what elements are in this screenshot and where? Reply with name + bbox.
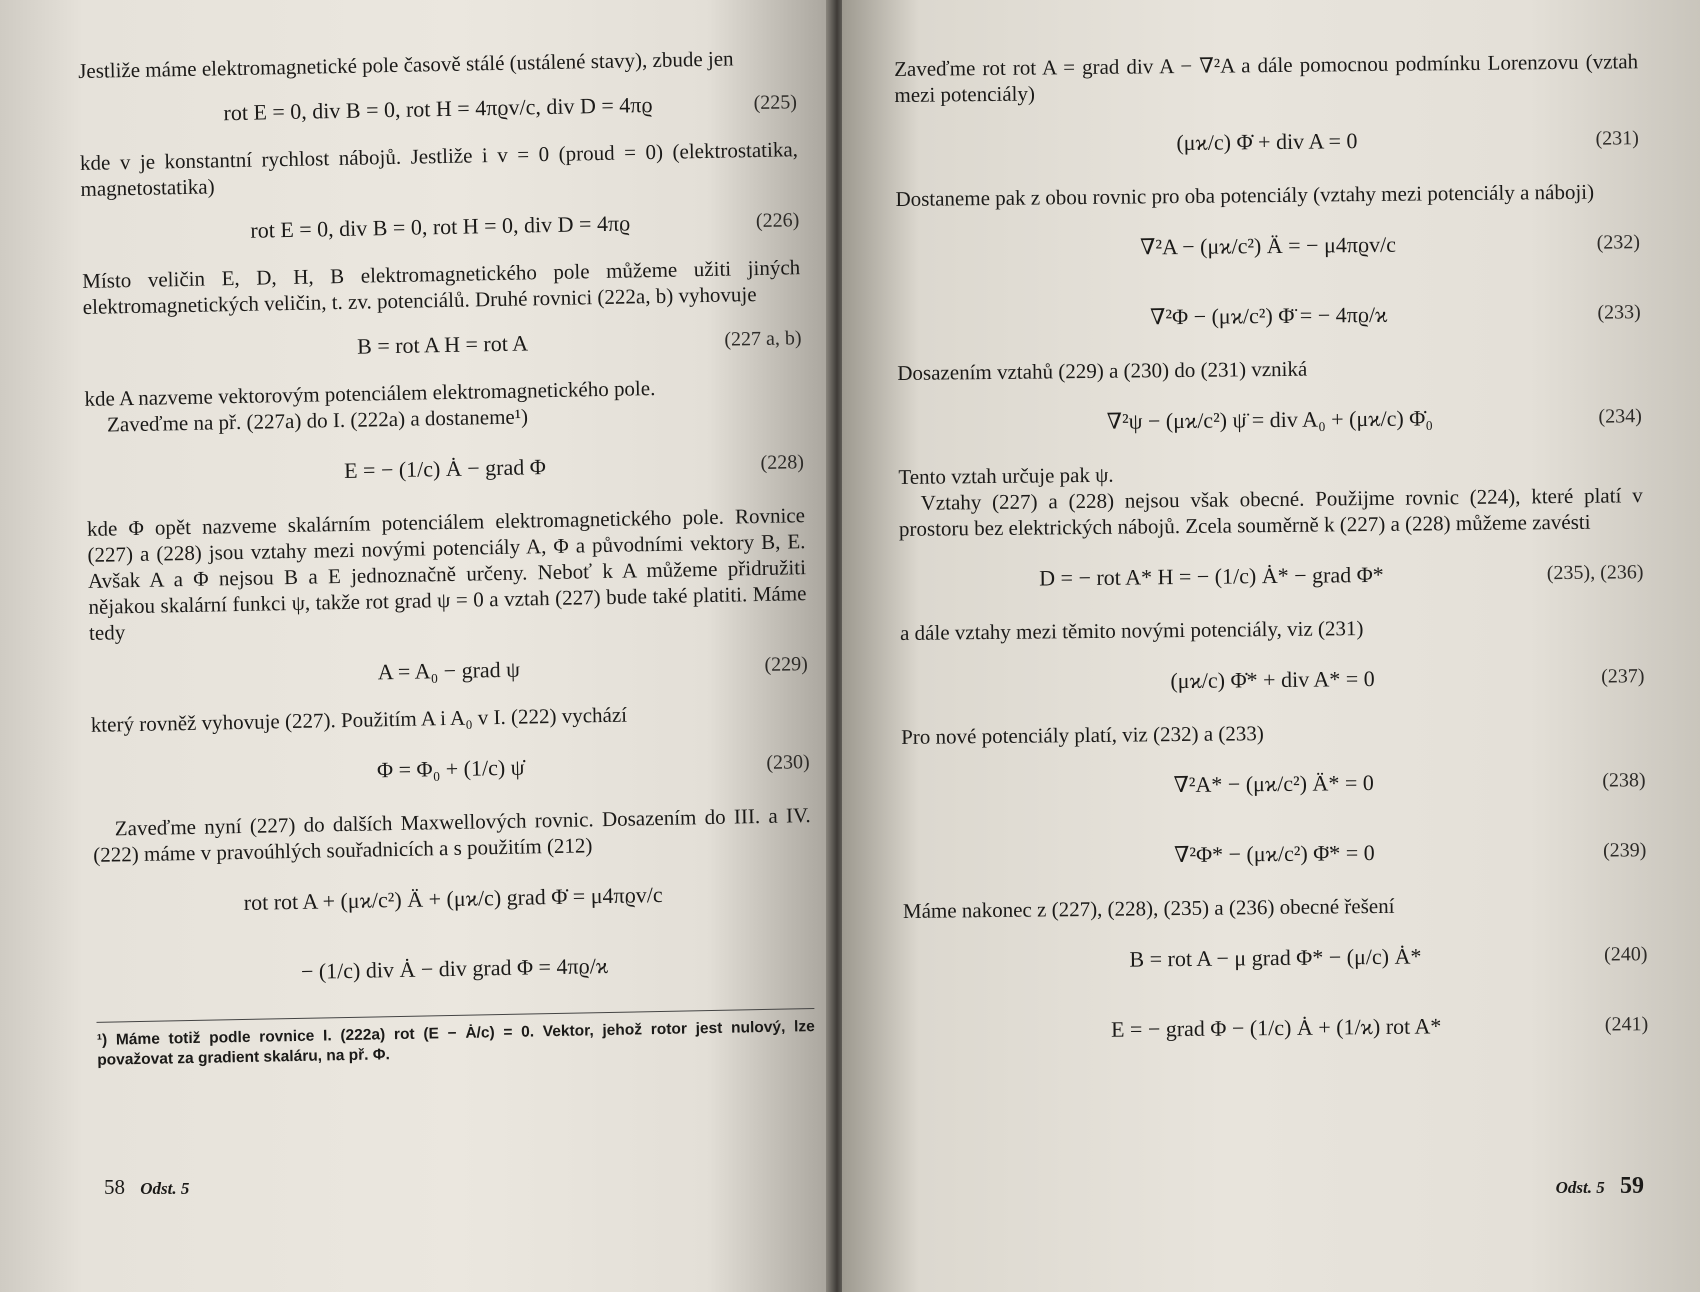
paragraph: Vztahy (227) a (228) nejsou však obecné. Použijme rovnic (224), které platí v prostoru bez elektrických nábojů. Zcela souměrně k (227) a (228) můžeme zavésti — [898, 483, 1643, 541]
equation-number: (228) — [760, 451, 805, 474]
equation-expression: E = − grad Φ − (1/c) Ȧ + (1/ϰ) rot A* — [1110, 1013, 1442, 1042]
equation-number: (238) — [1602, 769, 1646, 792]
paragraph: Místo veličin E, D, H, B elektromagnetického pole můžeme užiti jiných elektromagnetických veličin, t. zv. potenciálů. Druhé rovnici (222a, b) vyhovuje — [82, 255, 801, 319]
equation-number: (229) — [764, 653, 808, 676]
equation-expression: A = A₀ − grad ψ — [377, 656, 521, 685]
equation-expression: B = rot A − μ grad Φ* − (μ/c) Ȧ* — [1129, 943, 1422, 972]
paragraph: kde v je konstantní rychlost nábojů. Jestliže i v = 0 (proud = 0) (elektrostatika, magnetostatika) — [79, 137, 799, 201]
paragraph: Pro nové potenciály platí, viz (232) a (233) — [901, 721, 1264, 749]
left-page — [0, 0, 832, 1292]
equation-expression: ∇²A − (μϰ/c²) Ä = − μ4πϱv/c — [1139, 231, 1397, 260]
equation-expression: ∇²Φ − (μϰ/c²) Φ̈ = − 4πϱ/ϰ — [1149, 301, 1388, 330]
equation-228 — [85, 432, 804, 506]
paragraph: Zaveďme na př. (227a) do I. (222a) a dostaneme¹) — [106, 404, 529, 437]
equation-expression: ∇²ψ − (μϰ/c²) ψ̈ = div A₀ + (μϰ/c) Φ̇₀ — [1106, 405, 1434, 434]
equation-number: (226) — [755, 209, 800, 233]
equation-number: (241) — [1604, 1013, 1649, 1036]
paragraph: kde Φ opět nazveme skalárním potenciálem elektromagnetického pole. Rovnice (227) a (228) jsou vztahy mezi novými potenciály A, Φ a původními vektory B, E. Avšak A a Φ nejsou B a E jednoznačně určeny. Neboť k A můžeme přidružiti nějakou skalární funkci ψ, takže rot grad ψ = 0 a vztah (227) bude také platiti. Máme tedy — [86, 503, 807, 645]
paragraph: Dostaneme pak z obou rovnic pro oba potenciály (vztahy mezi potenciály a náboji) — [895, 179, 1595, 211]
equation-234 — [898, 386, 1643, 454]
page-number: 59 — [1620, 1173, 1644, 1199]
equation-number: (237) — [1601, 665, 1645, 688]
page-footer — [1546, 1173, 1644, 1200]
equation-number: (234) — [1598, 405, 1642, 428]
equation-238 — [901, 750, 1646, 818]
equation-233 — [896, 282, 1641, 350]
equation-number: (233) — [1597, 301, 1641, 324]
equation-237 — [900, 646, 1645, 714]
equation-expression: rot rot A + (μϰ/c²) Ä + (μϰ/c) grad Φ̇ = μ4πϱv/c — [243, 881, 663, 915]
equation-expression: rot E = 0, div B = 0, rot H = 0, div D = 4πϱ — [250, 210, 631, 243]
equation-240 — [903, 924, 1648, 992]
page-footer — [104, 1175, 199, 1200]
equation-expression: Φ = Φ₀ + (1/c) ψ̇ — [376, 754, 525, 783]
equation-number: (240) — [1604, 943, 1648, 966]
paragraph: kde A nazveme vektorovým potenciálem elektromagnetického pole. — [84, 375, 656, 411]
equation-number: (235), (236) — [1546, 561, 1644, 585]
paragraph: Zaveďme rot rot A = grad div A − ∇²A a dále pomocnou podmínku Lorenzovu (vztah mezi potenciály) — [894, 49, 1639, 107]
paragraph: který rovněž vyhovuje (227). Použitím A i A₀ v I. (222) vychází — [90, 702, 628, 737]
equation-expression: ∇²Φ* − (μϰ/c²) Φ̈* = 0 — [1173, 840, 1375, 868]
equation-number: (232) — [1596, 231, 1641, 254]
equation-expression: rot E = 0, div B = 0, rot H = 4πϱv/c, div D = 4πϱ — [223, 91, 653, 126]
equation-number: (230) — [766, 751, 810, 774]
equation-231 — [895, 108, 1640, 176]
equation-235-236 — [899, 542, 1644, 610]
equation-number: (231) — [1595, 127, 1640, 150]
equation-number: (239) — [1602, 839, 1647, 862]
section-label: Odst. 5 — [1555, 1178, 1605, 1197]
paragraph: Dosazením vztahů (229) a (230) do (231) vzniká — [897, 356, 1308, 385]
equation-maxwell-a — [94, 862, 813, 936]
equation-229 — [89, 640, 808, 702]
right-page-text — [894, 48, 1649, 1072]
equation-expression: (μϰ/c) Φ̇* + div A* = 0 — [1170, 666, 1375, 694]
equation-expression: (μϰ/c) Φ̇ + div A = 0 — [1176, 128, 1358, 156]
paragraph: Tento vztah určuje pak ψ. — [898, 462, 1114, 489]
section-label: Odst. 5 — [140, 1179, 190, 1198]
paragraph: Zaveďme nyní (227) do dalších Maxwellových rovnic. Dosazením do III. a IV. (222) máme v pravoúhlých souřadnicích a s použitím (212) — [93, 803, 811, 867]
equation-number: (227 a, b) — [724, 327, 802, 351]
equation-maxwell-b — [95, 932, 814, 1006]
page-number: 58 — [104, 1175, 125, 1199]
equation-239 — [902, 820, 1647, 888]
right-page — [842, 0, 1700, 1292]
equation-232 — [896, 212, 1641, 280]
equation-number: (225) — [753, 91, 798, 115]
footnote: ¹) Máme totiž podle rovnice I. (222a) rot (E − Ȧ/c) = 0. Vektor, jehož rotor jest nulový, lze považovat za gradient skaláru, na př. Φ. — [97, 1008, 816, 1071]
equation-expression: D = − rot A* H = − (1/c) Ȧ* − grad Φ* — [1039, 561, 1384, 591]
left-page-text — [78, 44, 815, 1071]
equation-expression: E = − (1/c) Ȧ − grad Φ — [343, 454, 547, 483]
equation-expression: − (1/c) div Ȧ − div grad Φ = 4πϱ/ϰ — [300, 952, 609, 984]
equation-225 — [79, 78, 798, 140]
equation-expression: B = rot A H = rot A — [356, 330, 529, 359]
equation-241 — [904, 994, 1649, 1062]
equation-227 — [83, 314, 802, 376]
paragraph: Jestliže máme elektromagnetické pole časově stálé (ustálené stavy), zbude jen — [78, 46, 734, 83]
equation-expression: ∇²A* − (μϰ/c²) Ä* = 0 — [1173, 770, 1374, 798]
paragraph: a dále vztahy mezi těmito novými potenciály, viz (231) — [899, 616, 1364, 645]
equation-230 — [91, 732, 810, 806]
paragraph: Máme nakonec z (227), (228), (235) a (236) obecné řešení — [902, 893, 1395, 923]
equation-226 — [81, 196, 800, 258]
